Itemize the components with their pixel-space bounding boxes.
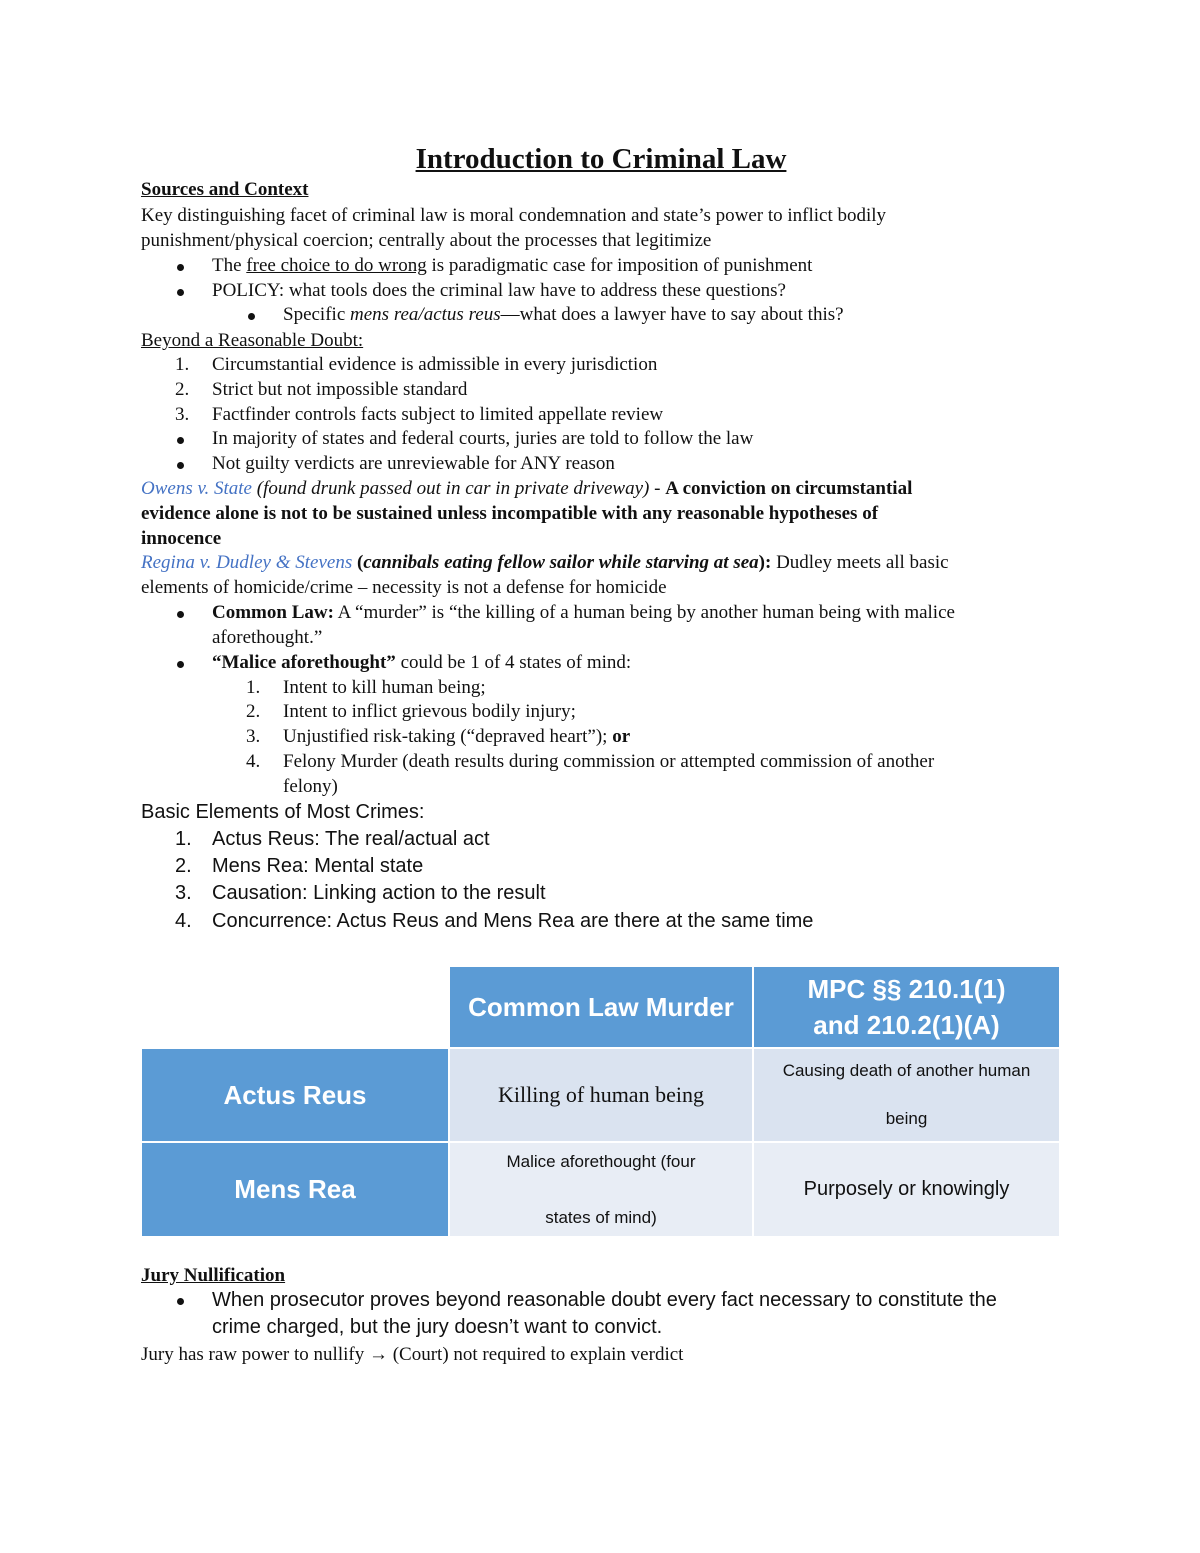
malice-bullet: “Malice aforethought” could be 1 of 4 states of mind: [212,652,632,673]
table-row-label-actus-reus: Actus Reus [142,1049,448,1141]
list-item-cont: felony) [283,776,338,797]
owens-case-line1: Owens v. State (found drunk passed out in car in private driveway) - A conviction on circumstantial [141,478,913,499]
bullet-dot [177,264,184,271]
list-item: Circumstantial evidence is admissible in every jurisdiction [212,354,658,375]
table-cell: Purposely or knowingly [752,1143,1059,1236]
bullet-dot [248,313,255,320]
list-item: Unjustified risk-taking (“depraved heart”); or [283,726,631,747]
list-item: Intent to inflict grievous bodily injury; [283,701,576,722]
list-marker: 3. [175,882,192,904]
list-item: Causation: Linking action to the result [212,882,546,904]
bullet-dot [177,437,184,444]
free-choice-bullet: The free choice to do wrong is paradigmatic case for imposition of punishment [212,255,813,276]
list-marker: 4. [175,910,192,932]
bullet-dot [177,611,184,618]
sources-paragraph-line2: punishment/physical coercion; centrally about the processes that legitimize [141,230,712,251]
sources-paragraph-line1: Key distinguishing facet of criminal law is moral condemnation and state’s power to inflict bodily [141,205,887,226]
page-title: Introduction to Criminal Law [415,143,787,175]
list-item: Not guilty verdicts are unreviewable for ANY reason [212,453,615,474]
table-header-common-law: Common Law Murder [448,967,752,1047]
list-marker: 2. [175,855,192,877]
list-marker: 1. [175,828,192,850]
table-header-mpc: MPC §§ 210.1(1) and 210.2(1)(A) [752,967,1059,1047]
case-name: Owens v. State [141,478,252,499]
table-cell: Causing death of another human being [752,1049,1059,1141]
policy-bullet: POLICY: what tools does the criminal law have to address these questions? [212,280,786,301]
table-row-label-mens-rea: Mens Rea [142,1143,448,1236]
list-item: Actus Reus: The real/actual act [212,828,490,850]
list-item: Intent to kill human being; [283,677,486,698]
mens-rea-sub-bullet: Specific mens rea/actus reus—what does a lawyer have to say about this? [283,304,844,325]
list-item: Factfinder controls facts subject to limited appellate review [212,404,664,425]
list-marker: 1. [246,677,261,698]
dudley-case-line1: Regina v. Dudley & Stevens (cannibals eating fellow sailor while starving at sea): Dudley meets all basic [141,552,949,573]
owens-holding-line2: evidence alone is not to be sustained unless incompatible with any reasonable hypotheses of [141,503,879,524]
elements-heading: Basic Elements of Most Crimes: [141,801,425,823]
list-marker: 3. [246,726,261,747]
jury-last-line: Jury has raw power to nullify → (Court) not required to explain verdict [141,1344,684,1365]
list-item: Strict but not impossible standard [212,379,468,400]
bullet-dot [177,289,184,296]
list-marker: 4. [246,751,261,772]
bullet-dot [177,1298,184,1305]
reasonable-doubt-heading: Beyond a Reasonable Doubt: [141,330,364,351]
table-cell: Malice aforethought (four states of mind) [448,1143,752,1236]
bullet-dot [177,661,184,668]
list-marker: 2. [246,701,261,722]
owens-holding-line3: innocence [141,528,222,549]
jury-bullet-line2: crime charged, but the jury doesn’t want to convict. [212,1316,663,1338]
common-law-bullet: Common Law: A “murder” is “the killing of a human being by another human being with malice [212,602,955,623]
jury-bullet-line1: When prosecutor proves beyond reasonable doubt every fact necessary to constitute the [212,1289,997,1311]
list-marker: 2. [175,379,190,400]
table-cell: Killing of human being [448,1049,752,1141]
list-item: Mens Rea: Mental state [212,855,424,877]
bullet-dot [177,462,184,469]
list-marker: 1. [175,354,190,375]
comparison-table [142,967,1059,1236]
list-item: Concurrence: Actus Reus and Mens Rea are there at the same time [212,910,814,932]
arrow-icon: → [368,1344,388,1365]
dudley-case-line2: elements of homicide/crime – necessity is not a defense for homicide [141,577,667,598]
jury-heading: Jury Nullification [141,1265,286,1286]
list-item: In majority of states and federal courts, juries are told to follow the law [212,428,754,449]
list-marker: 3. [175,404,190,425]
case-name: Regina v. Dudley & Stevens [141,552,353,573]
common-law-bullet-cont: aforethought.” [212,627,323,648]
sources-heading: Sources and Context [141,179,309,200]
list-item: Felony Murder (death results during commission or attempted commission of another [283,751,935,772]
